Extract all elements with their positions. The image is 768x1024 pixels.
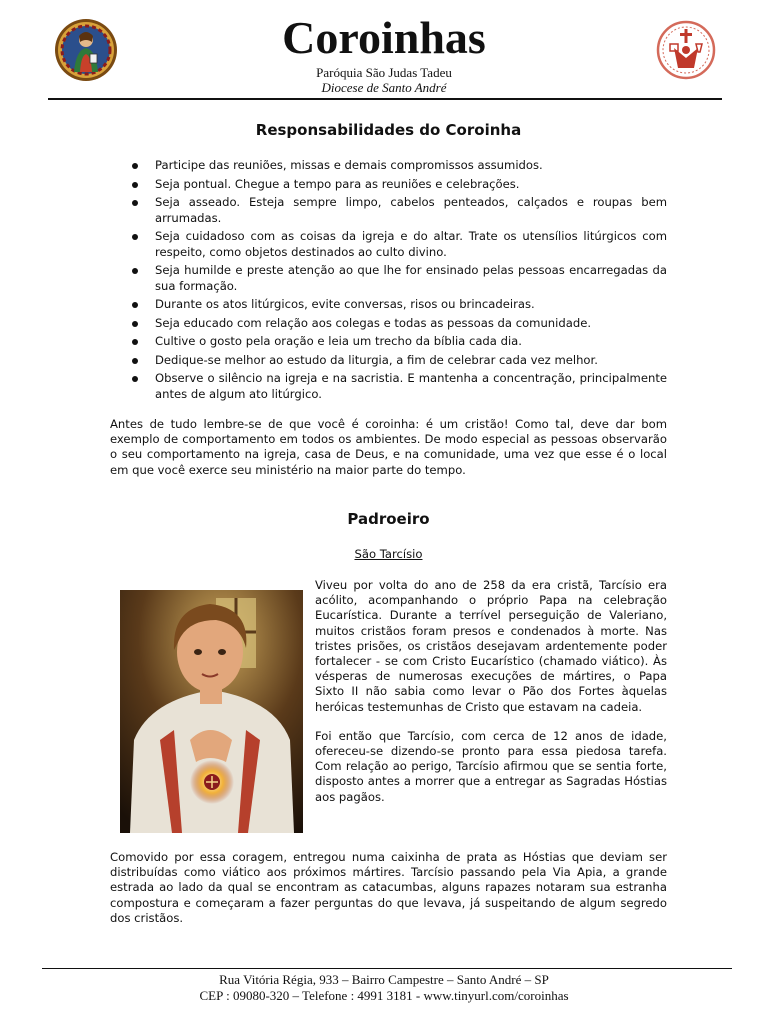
list-item: Observe o silêncio na igreja e na sacristia. E mantenha a concentração, principalmente antes de algum ato litúrgico.: [110, 371, 667, 402]
list-item: Dedique-se melhor ao estudo da liturgia, a fim de celebrar cada vez melhor.: [110, 353, 667, 369]
footer-address: Rua Vitória Régia, 933 – Bairro Campestre – Santo André – SP: [219, 972, 549, 987]
diocese-name: Diocese de Santo André: [321, 80, 447, 95]
list-item: Seja educado com relação aos colegas e todas as pessoas da comunidade.: [110, 316, 667, 332]
story-paragraph-2: Foi então que Tarcísio, com cerca de 12 anos de idade, ofereceu-se dizendo-se pronto para essa piedosa tarefa. Com relação ao perigo, Tarcísio afirmou que se sentia forte, disposto antes a morrer que a entregar as Sagradas Hóstias aos pagãos.: [315, 728, 667, 804]
page-header: [0, 0, 768, 100]
footer-divider: [42, 968, 732, 969]
list-item: Seja pontual. Chegue a tempo para as reuniões e celebrações.: [110, 177, 667, 193]
list-item: Seja asseado. Esteja sempre limpo, cabelos penteados, calçados e roupas bem arrumadas.: [110, 195, 667, 226]
patron-story-column: [315, 578, 667, 819]
header-divider: [48, 98, 722, 100]
list-item: Cultive o gosto pela oração e leia um trecho da bíblia cada dia.: [110, 334, 667, 350]
footer-contact: CEP : 09080-320 – Telefone : 4991 3181 - www.tinyurl.com/coroinhas: [199, 988, 569, 1003]
list-item: Participe das reuniões, missas e demais compromissos assumidos.: [110, 158, 667, 174]
list-item: Seja cuidadoso com as coisas da igreja e do altar. Trate os utensílios litúrgicos com respeito, como objetos destinados ao culto divino.: [110, 229, 667, 260]
parish-name: Paróquia São Judas Tadeu: [316, 65, 452, 80]
saint-tarcisio-portrait: [120, 590, 303, 833]
list-item: Seja humilde e preste atenção ao que lhe for ensinado pelas pessoas encarregadas da sua formação.: [110, 263, 667, 294]
list-item: Durante os atos litúrgicos, evite conversas, risos ou brincadeiras.: [110, 297, 667, 313]
closing-paragraph: Antes de tudo lembre-se de que você é coroinha: é um cristão! Como tal, deve dar bom exemplo de comportamento em todos os ambientes. De modo especial as pessoas observarão o seu comportamento na igreja, casa de Deus, e na comunidade, uma vez que esse é o local em que você exerce seu ministério na maior parte do tempo.: [110, 417, 667, 477]
altar-servers-logo-icon: [656, 20, 716, 80]
responsibilities-heading: Responsabilidades do Coroinha: [255, 121, 522, 139]
page-title: Coroinhas: [282, 12, 486, 63]
story-paragraph-3: Comovido por essa coragem, entregou numa caixinha de prata as Hóstias que deviam ser distribuídas como viático aos próximos mártires. Tarcísio passando pela Via Apia, a grande estrada ao lado da qual se encontram as catacumbas, alguns rapazes notaram sua estranha compostura e começaram a fazer perguntas do que levava, já suspeitando de algum segredo dos cristãos.: [110, 850, 667, 925]
responsibilities-list: [110, 158, 667, 405]
story-paragraph-1: Viveu por volta do ano de 258 da era cristã, Tarcísio era acólito, acompanhando o próprio Papa na celebração Eucarística. Durante a terrível perseguição de Valeriano, muitos cristãos foram presos e condenados à morte. Nas tristes prisões, os cristãos desejavam ardentemente poder fortalecer - se com Cristo Eucarístico (chamado viático). Às vésperas de numerosas execuções de mártires, o Papa Sixto II não sabia como levar o Pão dos Fortes àquelas heróicas testemunhas de Cristo que estavam na cadeia.: [315, 578, 667, 714]
patron-heading: Padroeiro: [347, 510, 430, 528]
saint-name: São Tarcísio: [354, 547, 423, 561]
